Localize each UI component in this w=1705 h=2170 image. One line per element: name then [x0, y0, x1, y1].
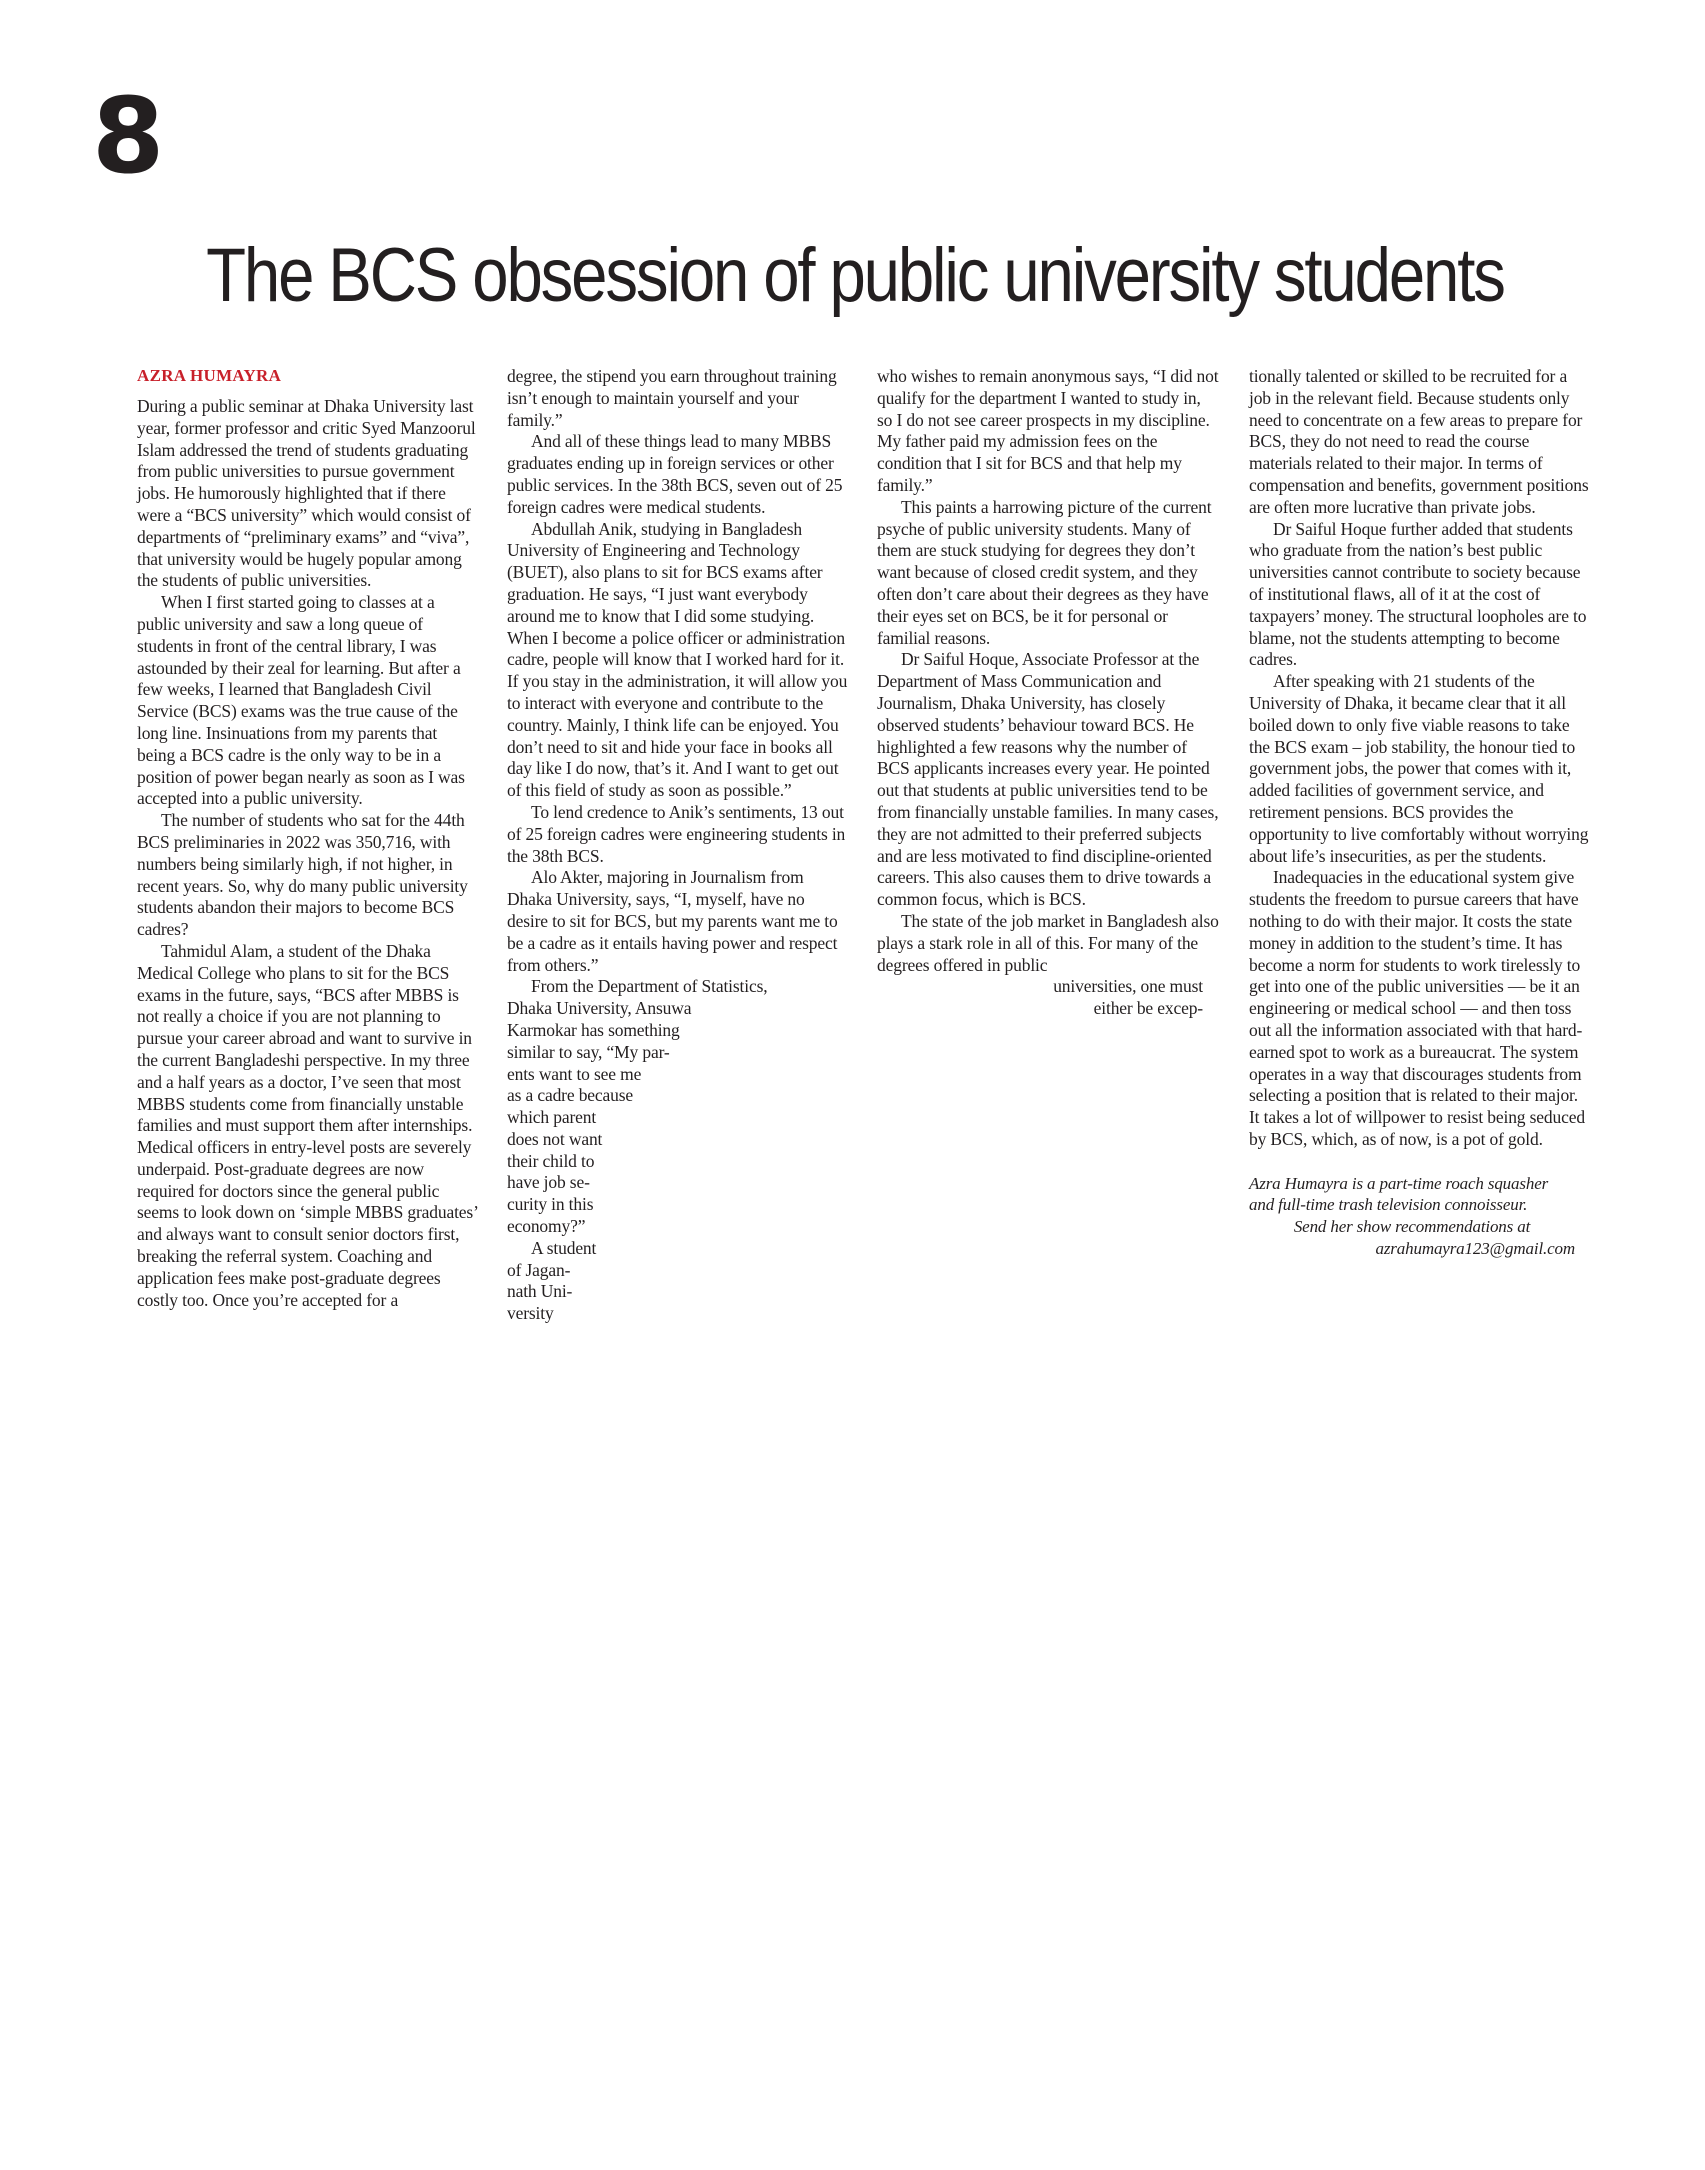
text-line: their child to [507, 1150, 595, 1171]
text-line: as a cadre because [507, 1085, 634, 1106]
text-line: Karmokar has something [507, 1019, 680, 1040]
paragraph: Alo Akter, majoring in Journalism from Dhaka University, says, “I, myself, have no desire to sit for BCS, but my parents want me to be a cadre as it entails having power and respect from others.” [507, 867, 838, 975]
text-line: A student [531, 1237, 597, 1258]
paragraph: Inadequacies in the educational system give students the freedom to pursue careers that have nothing to do with their major. It costs the state money in addition to the student’s time. It has become a norm for students to work tirelessly to get into one of the public universities — be it an engineering or medical school — and then toss out all the information associated with that hard-earned spot to work as a bureaucrat. The system operates in a way that discourages students from selecting a position that is related to their major. It takes a lot of willpower to resist being seduced by BCS, which, as of now, is a pot of gold. [1249, 867, 1585, 1149]
paragraph: Dr Saiful Hoque further added that students who graduate from the nation’s best public universities cannot contribute to society because of institutional flaws, all of it at the cost of taxpayers’ money. The structural loopholes are to blame, not the students attempting to become cadres. [1249, 518, 1587, 670]
paragraph: From the Department of Statistics, [531, 976, 768, 997]
text-line: which parent [507, 1107, 597, 1128]
paragraph: The state of the job market in Bangladesh also plays a stark role in all of this. For many of the degrees offered in public [877, 910, 1219, 975]
paragraph: After speaking with 21 students of the University of Dhaka, it became clear that it all boiled down to only five viable reasons to take the BCS exam – job stability, the honour tied to government jobs, the power that comes with it, added facilities of government service, and retirement pensions. BCS provides the opportunity to live comfortably without worrying about life’s insecurities, as per the students. [1249, 671, 1589, 866]
paragraph: To lend credence to Anik’s sentiments, 13 out of 25 foreign cadres were engineering students in the 38th BCS. [507, 801, 846, 866]
text-line: curity in this [507, 1194, 594, 1215]
text-wrap-tail [877, 976, 1203, 1020]
bio-line: Azra Humayra is a part-time roach squasher [1249, 1173, 1549, 1193]
text-line: does not want [507, 1128, 603, 1149]
text-line: ents want to see me [507, 1063, 642, 1084]
paragraph: degree, the stipend you earn throughout training isn’t enough to maintain yourself and your family.” [507, 366, 837, 430]
narrow-text-wrap [507, 998, 849, 1325]
paragraph: When I first started going to classes at a public university and saw a long queue of students in front of the central library, I was astounded by their zeal for learning. But after a few weeks, I learned that Bangladesh Civil Service (BCS) exams was the true cause of the long line. Insinuations from my parents that being a BCS cadre is the only way to be in a position of power began nearly as soon as I was accepted into a public university. [137, 592, 465, 809]
paragraph: who wishes to remain anonymous says, “I did not qualify for the department I wanted to study in, so I do not see career prospects in my discipline. My father paid my admission fees on the condition that I sit for BCS and that help my family.” [877, 366, 1219, 495]
paragraph: And all of these things lead to many MBBS graduates ending up in foreign services or other public services. In the 38th BCS, seven out of 25 foreign cadres were medical students. [507, 431, 843, 517]
text-line: Dhaka University, Ansuwa [507, 998, 692, 1019]
article-headline: The BCS obsession of public university students [206, 233, 1504, 318]
paragraph: The number of students who sat for the 44th BCS preliminaries in 2022 was 350,716, with numbers being similarly high, if not higher, in recent years. So, why do many public university students abandon their majors to become BCS cadres? [137, 810, 468, 940]
page-number: 8 [92, 75, 163, 197]
article-column-4 [1249, 366, 1591, 1260]
author-email: azrahumayra123@gmail.com [1375, 1239, 1575, 1259]
paragraph: Abdullah Anik, studying in Bangladesh University of Engineering and Technology (BUET), also plans to sit for BCS exams after graduation. He says, “I just want everybody around me to know that I did some studying. When I become a police officer or administration cadre, people will know that I worked hard for it. If you stay in the administration, it will allow you to interact with everyone and contribute to the country. Mainly, I think life can be enjoyed. You don’t need to sit and hide your face in books all day like I do now, that’s it. And I want to get out of this field of study as soon as possible.” [507, 518, 848, 801]
paragraph: During a public seminar at Dhaka University last year, former professor and critic Syed Manzoorul Islam addressed the trend of students graduating from public universities to pursue government jobs. He humorously highlighted that if there were a “BCS university” which would consist of departments of “preliminary exams” and “viva”, that university would be hugely popular among the students of public universities. [137, 396, 476, 591]
bio-line: and full-time trash television connoisseur. [1249, 1195, 1528, 1215]
article-column-1 [137, 366, 479, 1311]
author-bio [1249, 1173, 1575, 1260]
paragraph: tionally talented or skilled to be recruited for a job in the relevant field. Because students only need to concentrate on a few areas to prepare for BCS, they do not need to read the course materials related to their major. In terms of compensation and benefits, government positions are often more lucrative than private jobs. [1249, 366, 1589, 517]
bio-line: Send her show recommendations at [1293, 1217, 1531, 1237]
text-line: versity [507, 1303, 554, 1324]
text-line: of Jagan- [507, 1259, 571, 1280]
text-line: economy?” [507, 1216, 586, 1237]
paragraph: This paints a harrowing picture of the current psyche of public university students. Many of them are stuck studying for degrees they don’t want because of closed credit system, and they often don’t care about their degrees as they have their eyes set on BCS, be it for personal or familial reasons. [877, 496, 1212, 648]
text-line: either be excep- [1093, 998, 1203, 1019]
paragraph: Tahmidul Alam, a student of the Dhaka Medical College who plans to sit for the BCS exams in the future, says, “BCS after MBBS is not really a choice if you are not planning to pursue your career abroad and want to survive in the current Bangladeshi perspective. In my three and a half years as a doctor, I’ve seen that most MBBS students come from financially unstable families and must support them after internships. Medical officers in entry-level posts are severely underpaid. Post-graduate degrees are now required for doctors since the general public seems to look down on ‘simple MBBS graduates’ and always want to consult senior doctors first, breaking the referral system. Coaching and application fees make post-graduate degrees costly too. Once you’re accepted for a [137, 940, 478, 1310]
text-line: have job se- [507, 1172, 590, 1193]
article-column-2 [507, 366, 849, 1325]
text-line: similar to say, “My par- [507, 1041, 670, 1062]
text-line: nath Uni- [507, 1281, 573, 1302]
article-column-3 [877, 366, 1219, 1020]
paragraph: Dr Saiful Hoque, Associate Professor at the Department of Mass Communication and Journalism, Dhaka University, has closely observed students’ behaviour toward BCS. He highlighted a few reasons why the number of BCS applicants increases every year. He pointed out that students at public universities tend to be from financially unstable families. In many cases, they are not admitted to their preferred subjects and are less motivated to find discipline-oriented careers. This also causes them to drive towards a common focus, which is BCS. [877, 649, 1219, 910]
byline: AZRA HUMAYRA [137, 366, 282, 385]
text-line: universities, one must [1053, 976, 1203, 997]
